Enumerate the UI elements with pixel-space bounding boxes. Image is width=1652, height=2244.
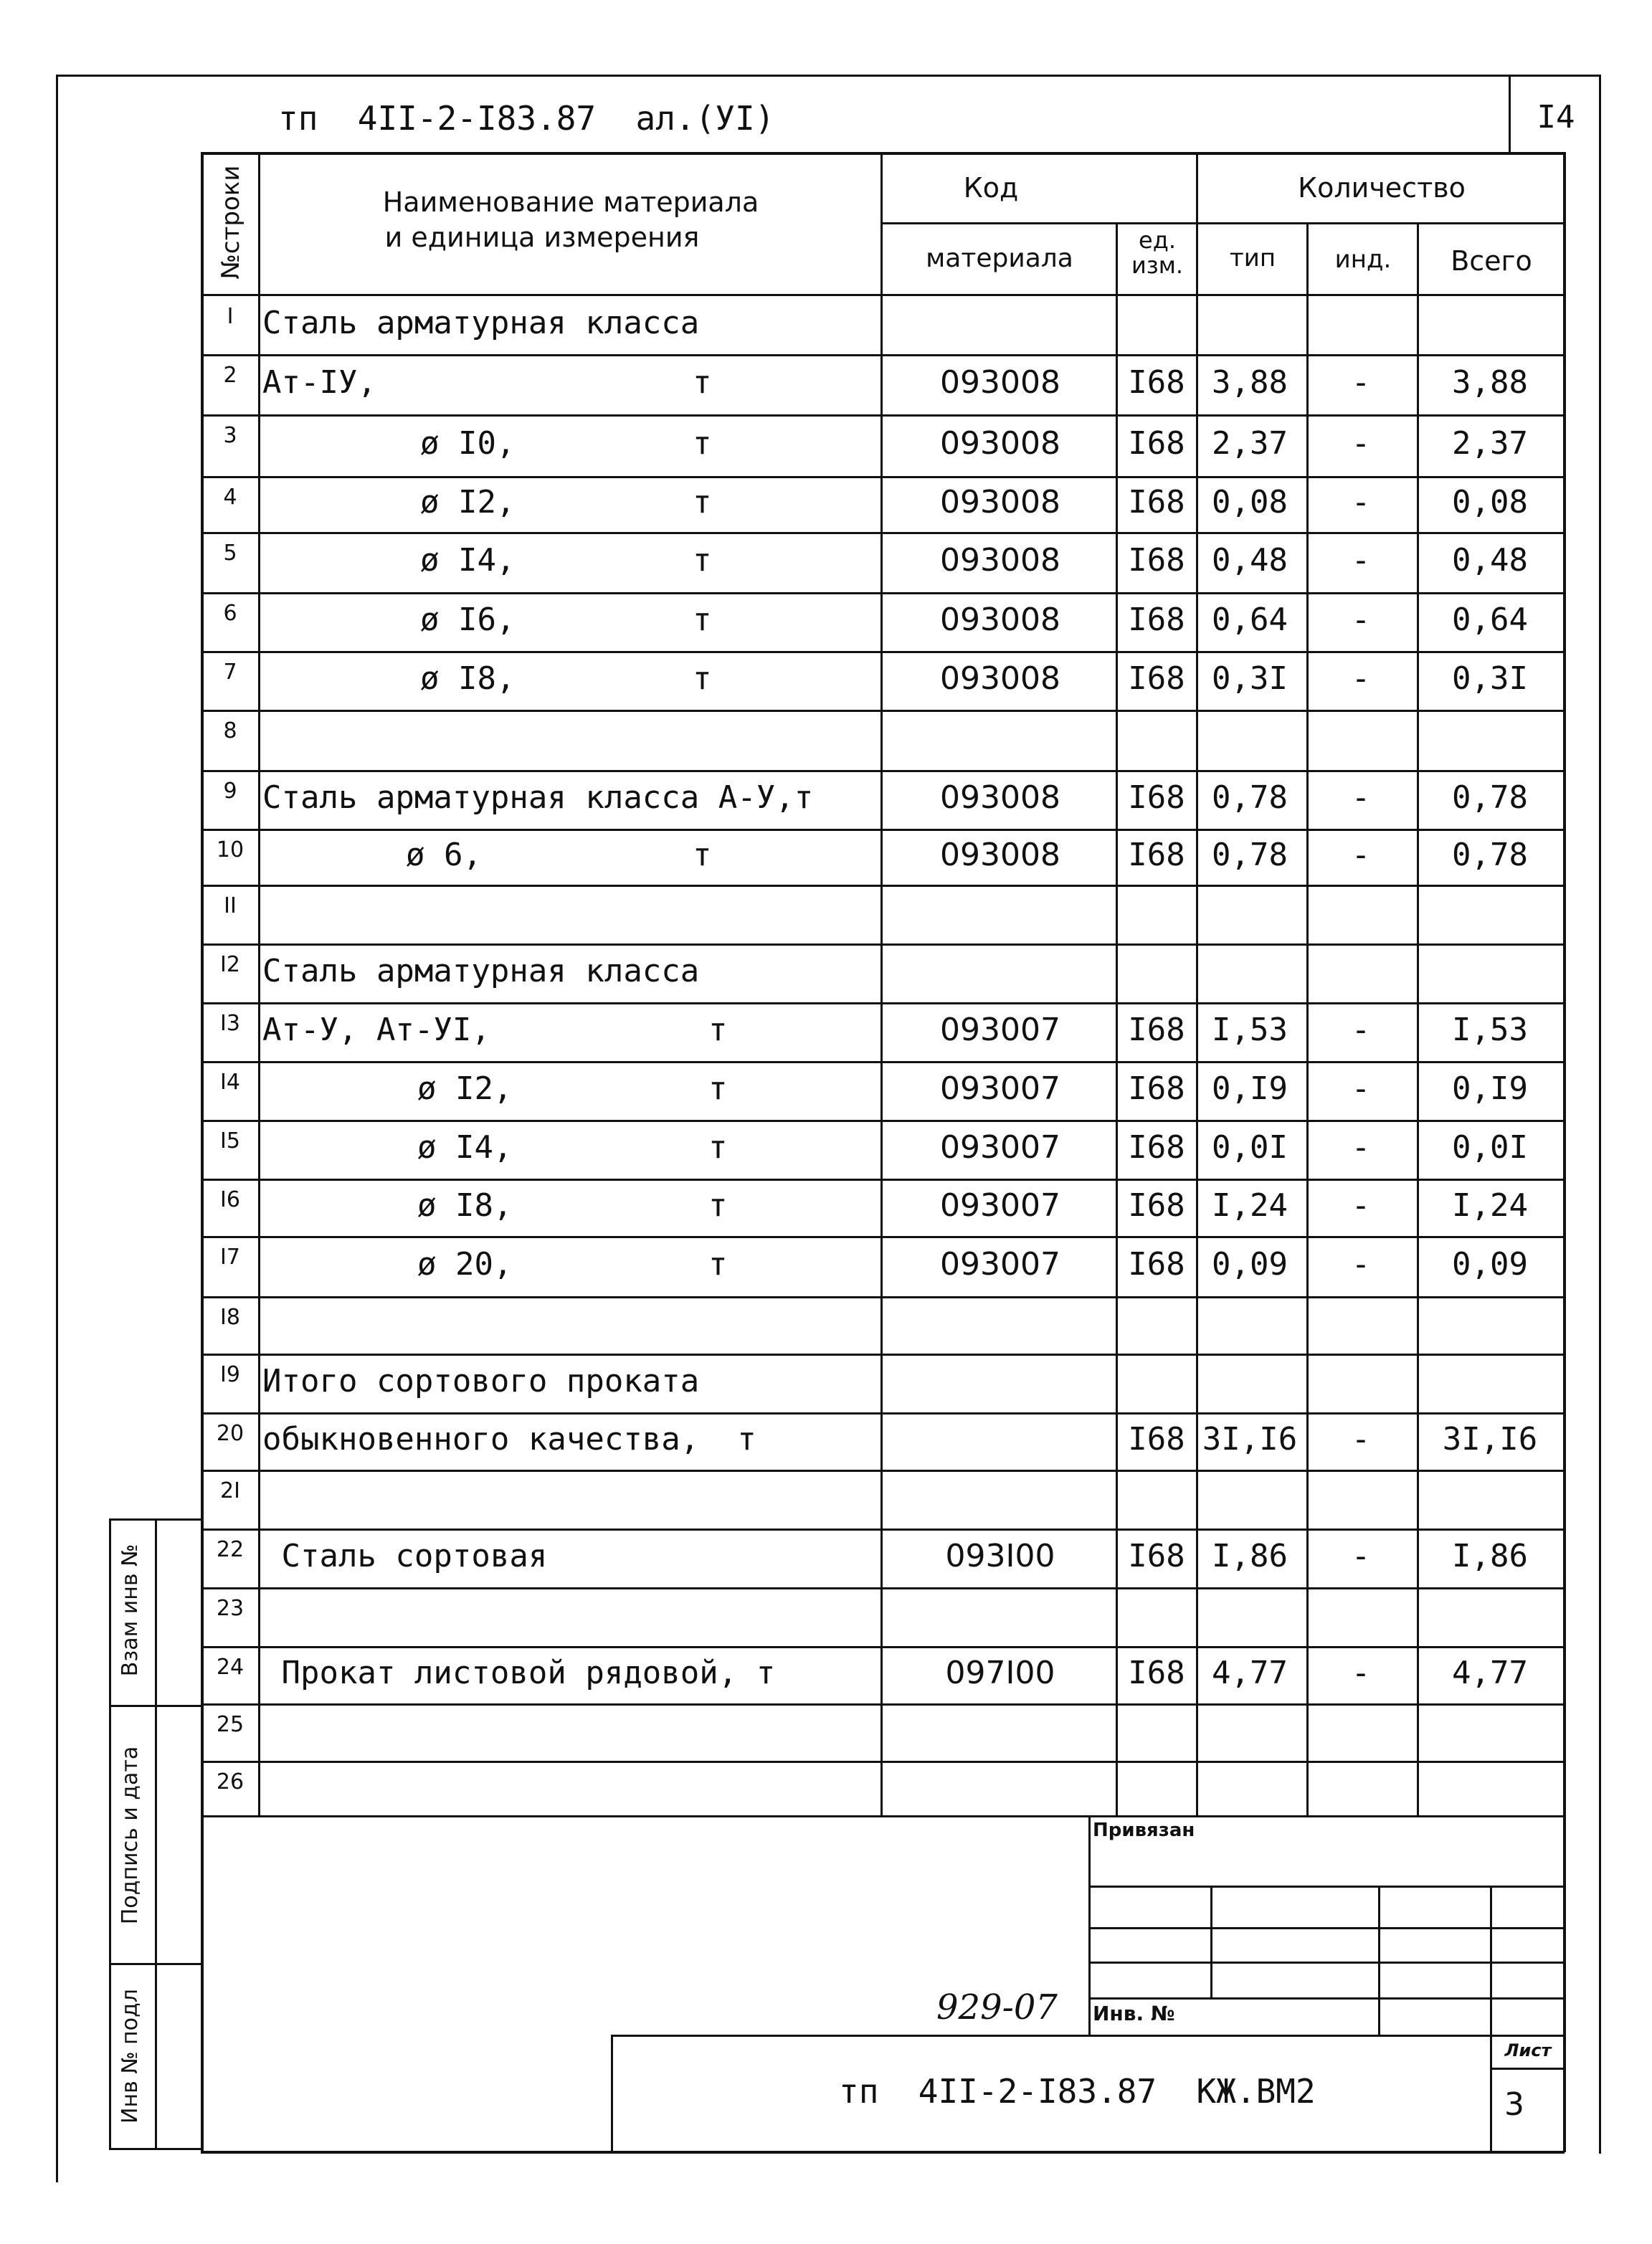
attached-label: Привязан xyxy=(1093,1820,1195,1841)
unit-code: I68 xyxy=(1128,1538,1185,1574)
material-name: Итого сортового проката xyxy=(262,1363,700,1399)
row-number: I3 xyxy=(220,1011,240,1036)
material-code: 093008 xyxy=(940,602,1060,638)
material-code: 093007 xyxy=(940,1012,1060,1048)
document-code: тп 4II-2-I83.87 КЖ.ВМ2 xyxy=(839,2072,1316,2111)
stamp-signature-date: Подпись и дата xyxy=(118,1746,143,1925)
material-name: ø I6, xyxy=(420,602,516,638)
material-unit: т xyxy=(693,364,712,401)
material-code: 093008 xyxy=(940,542,1060,579)
quantity-type: I,53 xyxy=(1212,1012,1288,1048)
row-number: I8 xyxy=(220,1305,240,1330)
unit-code: I68 xyxy=(1128,1421,1185,1458)
quantity-individual: - xyxy=(1351,1070,1371,1107)
code-unit-header xyxy=(1119,228,1196,278)
unit-code: I68 xyxy=(1128,364,1185,401)
unit-code: I68 xyxy=(1128,425,1185,462)
quantity-individual: - xyxy=(1351,1655,1371,1691)
quantity-total: 0,48 xyxy=(1452,542,1528,579)
material-code: 093007 xyxy=(940,1070,1060,1107)
sheet-number: 3 xyxy=(1504,2086,1524,2123)
material-name: Прокат листовой рядовой, т xyxy=(262,1655,776,1691)
page-number: I4 xyxy=(1537,99,1575,136)
quantity-type: 0,78 xyxy=(1212,779,1288,816)
material-code: 093008 xyxy=(940,484,1060,520)
quantity-type: I,86 xyxy=(1212,1538,1288,1574)
quantity-individual: - xyxy=(1351,484,1371,520)
quantity-individual: - xyxy=(1351,1421,1371,1458)
material-unit: т xyxy=(708,1012,728,1048)
quantity-type: 0,I9 xyxy=(1212,1070,1288,1107)
quantity-total: 0,08 xyxy=(1452,484,1528,520)
quantity-type: 0,78 xyxy=(1212,837,1288,873)
row-number: I xyxy=(227,304,234,329)
material-unit: т xyxy=(693,602,712,638)
row-number: 22 xyxy=(216,1537,245,1562)
quantity-type: 3I,I6 xyxy=(1202,1421,1298,1458)
quantity-type: 2,37 xyxy=(1212,425,1288,462)
material-code: 093008 xyxy=(940,660,1060,697)
material-code: 093008 xyxy=(940,364,1060,401)
material-unit: т xyxy=(708,1129,728,1166)
material-name: ø I4, xyxy=(417,1129,513,1166)
quantity-individual: - xyxy=(1351,602,1371,638)
quantity-type: 3,88 xyxy=(1212,364,1288,401)
row-number: 23 xyxy=(216,1596,245,1621)
row-number: 10 xyxy=(216,837,245,862)
row-number: I4 xyxy=(220,1070,240,1095)
material-name: ø 6, xyxy=(406,837,482,873)
material-code: 093007 xyxy=(940,1129,1060,1166)
row-number: 9 xyxy=(223,779,237,804)
material-name: Ат-У, Ат-УI, xyxy=(262,1012,490,1048)
quantity-total: 0,78 xyxy=(1452,837,1528,873)
material-code: 093008 xyxy=(940,779,1060,816)
row-number: 2I xyxy=(220,1478,240,1503)
quantity-individual: - xyxy=(1351,779,1371,816)
quantity-total: 3I,I6 xyxy=(1442,1421,1538,1458)
material-name: Ат-IУ, xyxy=(262,364,376,401)
material-unit: т xyxy=(708,1246,728,1283)
name-header-line1: Наименование материала xyxy=(382,186,759,218)
material-unit: т xyxy=(693,542,712,579)
quantity-type: 4,77 xyxy=(1212,1655,1288,1691)
code-material-header: материала xyxy=(926,244,1073,273)
row-number: I7 xyxy=(220,1245,240,1270)
row-number: 26 xyxy=(216,1769,245,1794)
material-name: Сталь арматурная класса xyxy=(262,305,700,341)
quantity-total: 0,64 xyxy=(1452,602,1528,638)
material-unit: т xyxy=(693,484,712,520)
quantity-type: 0,08 xyxy=(1212,484,1288,520)
quantity-total: 0,78 xyxy=(1452,779,1528,816)
row-number: 2 xyxy=(223,363,237,388)
quantity-total: I,53 xyxy=(1452,1012,1528,1048)
quantity-individual: - xyxy=(1351,1538,1371,1574)
quantity-individual: - xyxy=(1351,364,1371,401)
material-name: Сталь арматурная класса xyxy=(262,953,700,989)
material-name: ø I2, xyxy=(420,484,516,520)
row-number: 4 xyxy=(223,485,237,510)
inventory-number-label: Инв. № xyxy=(1093,2002,1175,2025)
quantity-type: 0,64 xyxy=(1212,602,1288,638)
qty-total-header: Всего xyxy=(1451,245,1532,277)
qty-type-header: тип xyxy=(1229,244,1276,272)
quantity-total: 4,77 xyxy=(1452,1655,1528,1691)
quantity-type: I,24 xyxy=(1212,1187,1288,1224)
unit-code: I68 xyxy=(1128,1187,1185,1224)
quantity-total: 0,09 xyxy=(1452,1246,1528,1283)
unit-code: I68 xyxy=(1128,542,1185,579)
row-number: I9 xyxy=(220,1362,240,1387)
material-code: 093008 xyxy=(940,425,1060,462)
code-header: Код xyxy=(963,172,1019,204)
material-code: 093007 xyxy=(940,1187,1060,1224)
row-number: 24 xyxy=(216,1655,245,1680)
unit-code: I68 xyxy=(1128,660,1185,697)
stamp-vzam-inv: Взам инв № xyxy=(118,1544,143,1677)
row-number: I5 xyxy=(220,1128,240,1154)
sheet-title: тп 4II-2-I83.87 ал.(УI) xyxy=(278,99,775,138)
sheet-label: Лист xyxy=(1504,2040,1552,2060)
material-name: Сталь арматурная класса А-У,т xyxy=(262,779,814,816)
material-code: 097I00 xyxy=(945,1655,1055,1691)
material-code: 093008 xyxy=(940,837,1060,873)
handwritten-code: 929-07 xyxy=(936,1987,1058,2027)
material-unit: т xyxy=(693,660,712,697)
unit-code: I68 xyxy=(1128,779,1185,816)
quantity-individual: - xyxy=(1351,1012,1371,1048)
material-code: 093007 xyxy=(940,1246,1060,1283)
quantity-total: 2,37 xyxy=(1452,425,1528,462)
quantity-total: I,24 xyxy=(1452,1187,1528,1224)
quantity-type: 0,3I xyxy=(1212,660,1288,697)
row-number: 3 xyxy=(223,423,237,448)
row-number: 5 xyxy=(223,541,237,566)
row-number: I6 xyxy=(220,1187,240,1212)
row-number-header: №строки xyxy=(217,165,245,280)
unit-code: I68 xyxy=(1128,602,1185,638)
unit-code: I68 xyxy=(1128,484,1185,520)
unit-code: I68 xyxy=(1128,1012,1185,1048)
row-number: 7 xyxy=(223,660,237,685)
name-header-line2: и единица измерения xyxy=(384,222,700,254)
quantity-total: 3,88 xyxy=(1452,364,1528,401)
quantity-type: 0,48 xyxy=(1212,542,1288,579)
material-code: 093I00 xyxy=(945,1538,1055,1574)
quantity-individual: - xyxy=(1351,425,1371,462)
unit-code: I68 xyxy=(1128,837,1185,873)
quantity-individual: - xyxy=(1351,1129,1371,1166)
unit-code: I68 xyxy=(1128,1655,1185,1691)
qty-ind-header: инд. xyxy=(1334,245,1392,274)
material-name: обыкновенного качества, т xyxy=(262,1421,756,1458)
material-name: ø I8, xyxy=(420,660,516,697)
row-number: 25 xyxy=(216,1712,245,1737)
quantity-header: Количество xyxy=(1298,172,1466,204)
material-name: ø I8, xyxy=(417,1187,513,1224)
quantity-type: 0,09 xyxy=(1212,1246,1288,1283)
row-number: 20 xyxy=(216,1421,245,1446)
quantity-individual: - xyxy=(1351,837,1371,873)
stamp-inv-original: Инв № подл xyxy=(118,1989,143,2124)
row-number: I2 xyxy=(220,952,240,977)
unit-code: I68 xyxy=(1128,1129,1185,1166)
row-number: II xyxy=(224,893,237,918)
row-number: 6 xyxy=(223,601,237,626)
code-unit-header-line1: ед. xyxy=(1139,227,1176,254)
material-unit: т xyxy=(693,837,712,873)
material-unit: т xyxy=(693,425,712,462)
material-name: ø I0, xyxy=(420,425,516,462)
quantity-individual: - xyxy=(1351,660,1371,697)
name-header xyxy=(261,185,880,256)
material-name: Сталь сортовая xyxy=(262,1538,548,1574)
quantity-total: I,86 xyxy=(1452,1538,1528,1574)
material-unit: т xyxy=(708,1187,728,1224)
material-name: ø I4, xyxy=(420,542,516,579)
unit-code: I68 xyxy=(1128,1246,1185,1283)
material-name: ø 20, xyxy=(417,1246,513,1283)
quantity-individual: - xyxy=(1351,1246,1371,1283)
quantity-total: 0,3I xyxy=(1452,660,1528,697)
code-unit-header-line2: изм. xyxy=(1131,252,1184,280)
quantity-total: 0,0I xyxy=(1452,1129,1528,1166)
quantity-total: 0,I9 xyxy=(1452,1070,1528,1107)
quantity-individual: - xyxy=(1351,542,1371,579)
row-number: 8 xyxy=(223,718,237,743)
material-name: ø I2, xyxy=(417,1070,513,1107)
quantity-individual: - xyxy=(1351,1187,1371,1224)
material-unit: т xyxy=(708,1070,728,1107)
quantity-type: 0,0I xyxy=(1212,1129,1288,1166)
unit-code: I68 xyxy=(1128,1070,1185,1107)
